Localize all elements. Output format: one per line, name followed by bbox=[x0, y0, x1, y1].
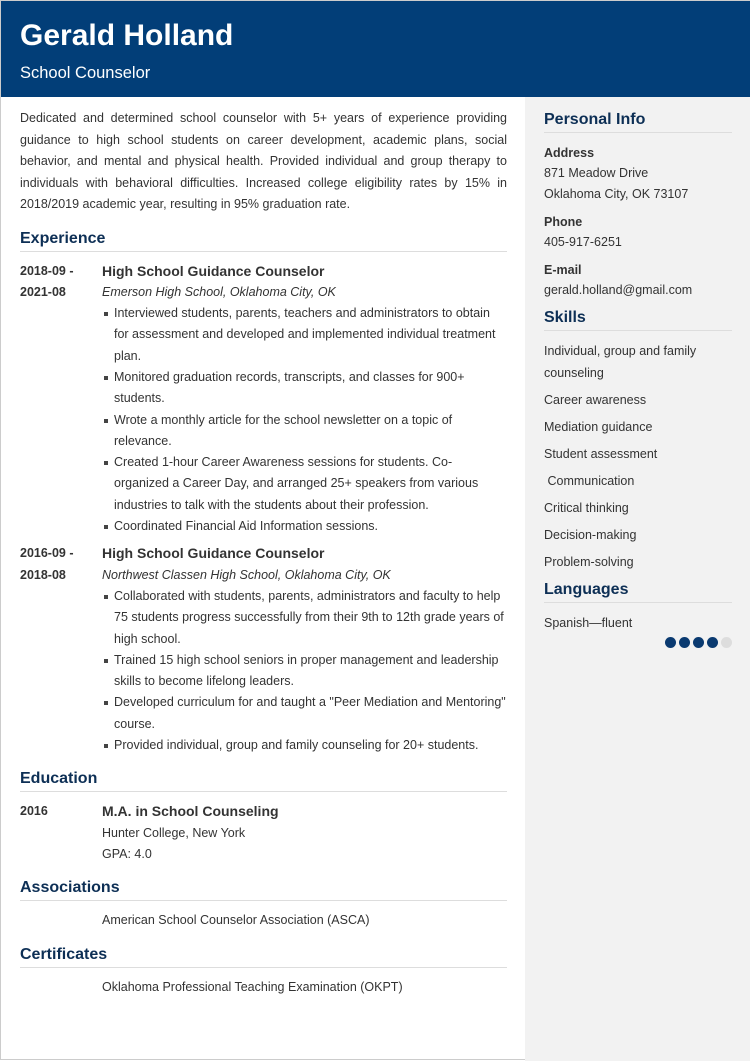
skill-item: Mediation guidance bbox=[544, 419, 653, 434]
responsibility-item: Interviewed students, parents, teachers and administrators to obtain for assessment and developed and implemented individual treatment plan. bbox=[102, 303, 507, 367]
job-title: High School Guidance Counselor bbox=[102, 262, 325, 279]
language-name: Spanish—fluent bbox=[544, 616, 633, 630]
education-heading: Education bbox=[20, 770, 507, 792]
responsibility-item: Developed curriculum for and taught a "Peer Mediation and Mentoring" course. bbox=[102, 692, 507, 735]
level-dot bbox=[707, 637, 718, 648]
associations-heading: Associations bbox=[20, 879, 507, 901]
education-date: 2016 bbox=[20, 804, 48, 819]
phone-value: 405-917-6251 bbox=[544, 235, 622, 249]
phone-label: Phone bbox=[544, 215, 583, 229]
education-gpa: GPA: 4.0 bbox=[102, 846, 152, 861]
responsibility-item: Wrote a monthly article for the school newsletter on a topic of relevance. bbox=[102, 410, 507, 453]
experience-entry bbox=[20, 543, 507, 756]
level-dot bbox=[721, 637, 732, 648]
responsibility-item: Provided individual, group and family counseling for 20+ students. bbox=[102, 735, 507, 756]
candidate-title: School Counselor bbox=[20, 64, 151, 82]
address-line-1: 871 Meadow Drive bbox=[544, 166, 649, 180]
skill-item: Career awareness bbox=[544, 392, 647, 407]
employer: Northwest Classen High School, Oklahoma City, OK bbox=[102, 567, 391, 582]
skill-item: Student assessment bbox=[544, 446, 658, 461]
summary: Dedicated and determined school counselor with 5+ years of experience providing guidance to high school students on career development, academic plans, social behavior, and mental and physical health. Provided individual and group therapy to individuals with behavioral difficulties. Increased college eligibility rates by 15% in 2018/2019 academic year, resulting in 95% graduation rate. bbox=[20, 111, 507, 211]
education-entry bbox=[20, 801, 507, 865]
skills-heading: Skills bbox=[544, 309, 732, 331]
main-column bbox=[20, 108, 507, 998]
languages-heading: Languages bbox=[544, 581, 732, 603]
languages-list bbox=[544, 613, 732, 648]
address-value bbox=[544, 163, 732, 205]
responsibilities bbox=[102, 586, 507, 756]
responsibility-item: Monitored graduation records, transcripts, and classes for 900+ students. bbox=[102, 367, 507, 410]
education-degree: M.A. in School Counseling bbox=[102, 803, 279, 820]
date-start: 2018-09 - bbox=[20, 263, 74, 278]
date-end: 2018-08 bbox=[20, 567, 66, 582]
experience-entry bbox=[20, 261, 507, 538]
responsibility-item: Trained 15 high school seniors in proper management and leadership skills to become lifelong leaders. bbox=[102, 650, 507, 693]
sidebar bbox=[525, 97, 750, 1061]
date-start: 2016-09 - bbox=[20, 546, 74, 561]
skill-item: Problem-solving bbox=[544, 554, 634, 569]
date-end: 2021-08 bbox=[20, 284, 66, 299]
experience-list bbox=[20, 261, 507, 757]
skill-item: Communication bbox=[544, 473, 635, 488]
skill-item: Individual, group and family counseling bbox=[544, 344, 700, 380]
address-line-2: Oklahoma City, OK 73107 bbox=[544, 187, 689, 201]
certificate-item: Oklahoma Professional Teaching Examination (OKPT) bbox=[102, 979, 403, 994]
job-title: High School Guidance Counselor bbox=[102, 545, 325, 562]
experience-dates bbox=[20, 261, 102, 538]
responsibility-item: Collaborated with students, parents, administrators and faculty to help 75 students progress successfully from their 9th to 12th grade years of high school. bbox=[102, 586, 507, 650]
responsibilities bbox=[102, 303, 507, 537]
level-dot bbox=[679, 637, 690, 648]
email-label: E-mail bbox=[544, 263, 582, 277]
skill-item: Critical thinking bbox=[544, 500, 629, 515]
language-level bbox=[544, 637, 732, 648]
level-dot bbox=[665, 637, 676, 648]
certificates-heading: Certificates bbox=[20, 946, 507, 968]
association-item: American School Counselor Association (ASCA) bbox=[102, 913, 370, 928]
responsibility-item: Created 1-hour Career Awareness sessions for students. Co-organized a Career Day, and arranged 25+ speakers from various industries to talk with the students about their profession. bbox=[102, 452, 507, 516]
skill-item: Decision-making bbox=[544, 527, 637, 542]
experience-dates bbox=[20, 543, 102, 756]
address-label: Address bbox=[544, 146, 595, 160]
education-school: Hunter College, New York bbox=[102, 825, 246, 840]
responsibility-item: Coordinated Financial Aid Information sessions. bbox=[102, 516, 507, 537]
experience-heading: Experience bbox=[20, 230, 507, 252]
level-dot bbox=[693, 637, 704, 648]
language-item bbox=[544, 613, 732, 648]
resume-header bbox=[1, 1, 750, 97]
employer: Emerson High School, Oklahoma City, OK bbox=[102, 284, 336, 299]
email-value: gerald.holland@gmail.com bbox=[544, 283, 693, 297]
personal-info-heading: Personal Info bbox=[544, 111, 732, 133]
candidate-name: Gerald Holland bbox=[20, 19, 234, 52]
skills-list bbox=[544, 341, 732, 573]
